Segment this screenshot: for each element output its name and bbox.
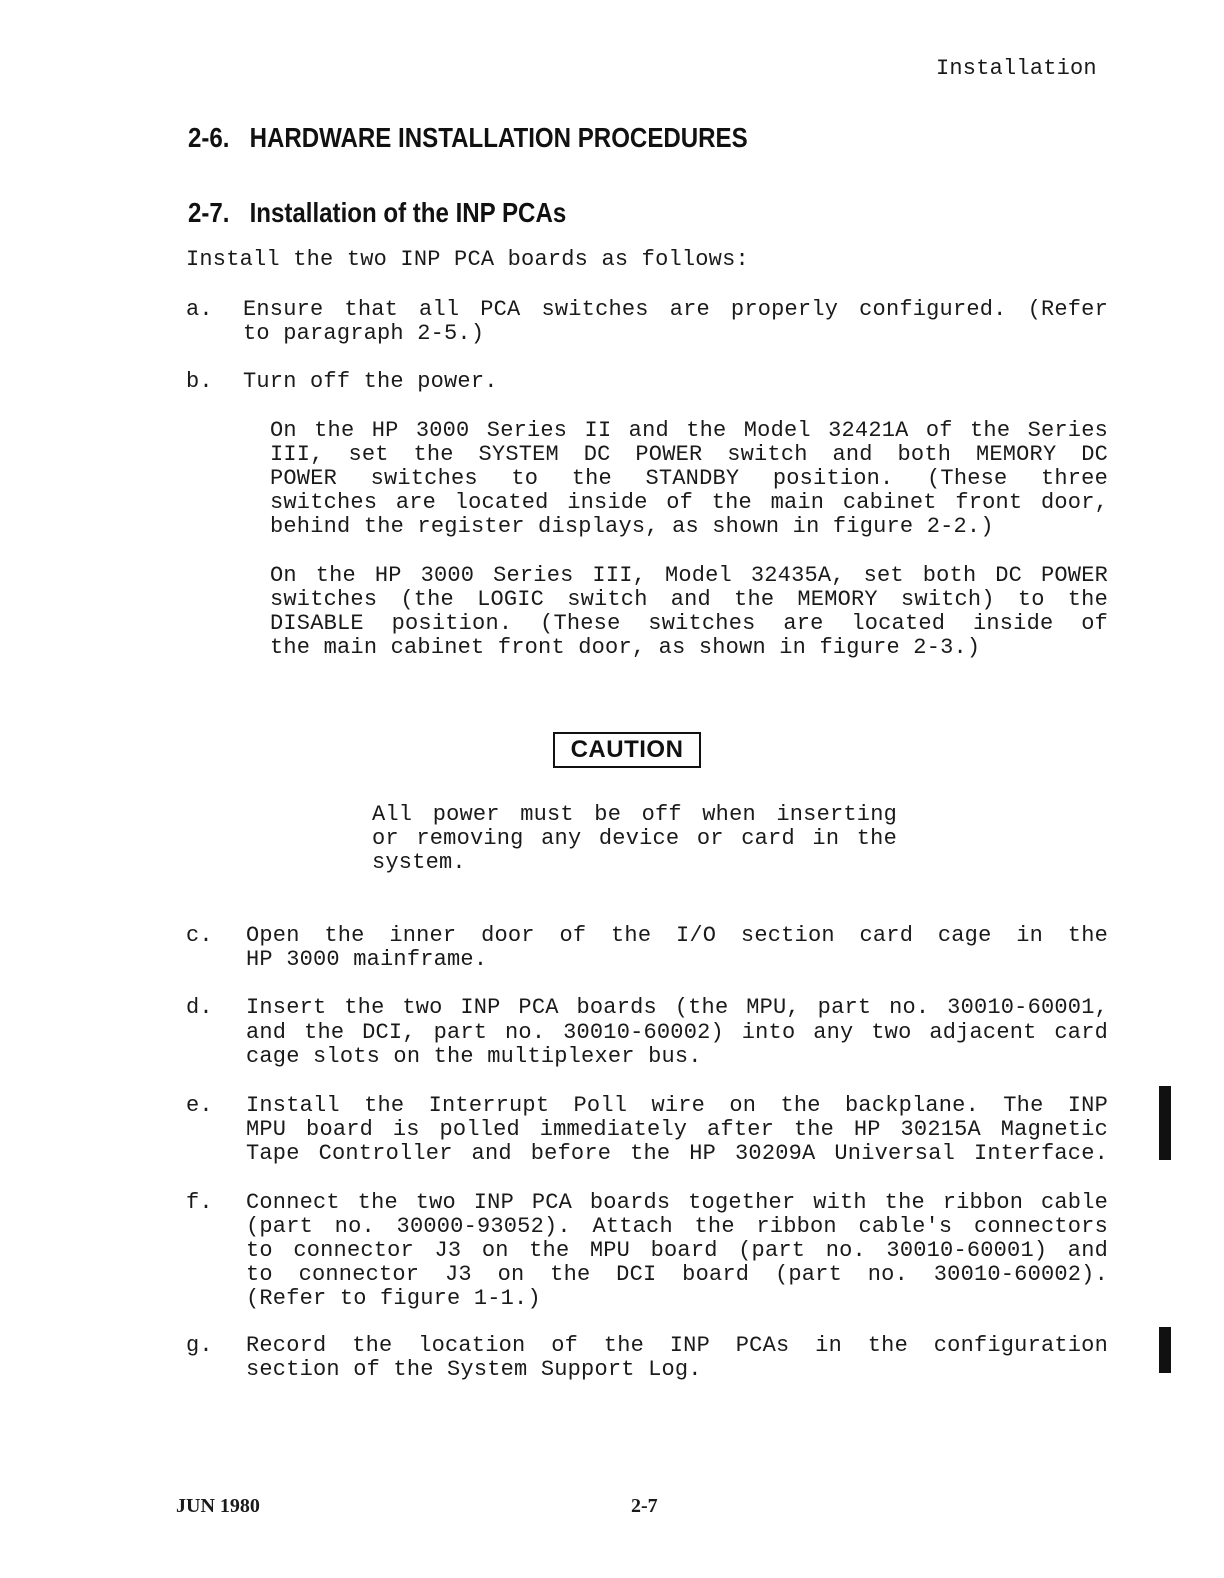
step-letter: b. xyxy=(186,369,213,394)
note-line: the main cabinet front door, as shown in figure 2-3.) xyxy=(270,635,981,660)
step-letter: f. xyxy=(186,1190,213,1215)
caution-label: CAUTION xyxy=(553,732,701,768)
step-line: to connector J3 on the DCI board (part no. 30010-60002). xyxy=(246,1262,1108,1287)
note-line: POWER switches to the STANDBY position. (These three xyxy=(270,466,1108,491)
page-number: 2-7 xyxy=(631,1495,658,1517)
step-line: to paragraph 2-5.) xyxy=(243,321,485,346)
change-bar xyxy=(1159,1327,1171,1373)
step-line: Turn off the power. xyxy=(243,369,498,394)
note-line: switches are located inside of the main cabinet front door, xyxy=(270,490,1108,515)
footer-date: JUN 1980 xyxy=(176,1495,260,1517)
power-note-series-ii xyxy=(270,419,1108,539)
step-line: section of the System Support Log. xyxy=(246,1357,702,1382)
step-line: (part no. 30000-93052). Attach the ribbon cable's connectors xyxy=(246,1214,1108,1239)
step-line: Install the Interrupt Poll wire on the backplane. The INP xyxy=(246,1093,1108,1118)
section-number: 2-7. xyxy=(188,197,230,228)
step-line: Record the location of the INP PCAs in the configuration xyxy=(246,1333,1108,1358)
step-line: Tape Controller and before the HP 30209A Universal Interface. xyxy=(246,1141,1108,1166)
step-line: cage slots on the multiplexer bus. xyxy=(246,1044,702,1069)
section-number: 2-6. xyxy=(188,122,230,153)
step-letter: d. xyxy=(186,995,213,1020)
note-line: III, set the SYSTEM DC POWER switch and both MEMORY DC xyxy=(270,442,1108,467)
section-heading-2-6 xyxy=(188,122,748,154)
note-line: On the HP 3000 Series III, Model 32435A, set both DC POWER xyxy=(270,563,1108,588)
step-letter: c. xyxy=(186,923,213,948)
step-line: MPU board is polled immediately after the HP 30215A Magnetic xyxy=(246,1117,1108,1142)
step-line: (Refer to figure 1-1.) xyxy=(246,1286,541,1311)
step-line: Connect the two INP PCA boards together with the ribbon cable xyxy=(246,1190,1108,1215)
step-line: and the DCI, part no. 30010-60002) into any two adjacent card xyxy=(246,1020,1108,1045)
step-line: HP 3000 mainframe. xyxy=(246,947,488,972)
step-letter: g. xyxy=(186,1333,213,1358)
change-bar xyxy=(1159,1086,1171,1160)
caution-line: system. xyxy=(372,850,466,875)
note-line: On the HP 3000 Series II and the Model 32421A of the Series xyxy=(270,418,1108,443)
caution-text xyxy=(372,803,897,875)
power-note-series-iii xyxy=(270,564,1108,660)
step-letter: a. xyxy=(186,297,213,322)
caution-line: All power must be off when inserting xyxy=(372,802,897,827)
section-title: HARDWARE INSTALLATION PROCEDURES xyxy=(249,122,748,153)
note-line: switches (the LOGIC switch and the MEMORY switch) to the xyxy=(270,587,1108,612)
step-letter: e. xyxy=(186,1093,213,1118)
note-line: DISABLE position. (These switches are located inside of xyxy=(270,611,1108,636)
step-line: to connector J3 on the MPU board (part no. 30010-60001) and xyxy=(246,1238,1108,1263)
note-line: behind the register displays, as shown in figure 2-2.) xyxy=(270,514,994,539)
step-line: Insert the two INP PCA boards (the MPU, part no. 30010-60001, xyxy=(246,995,1108,1020)
running-head: Installation xyxy=(936,56,1097,81)
section-title: Installation of the INP PCAs xyxy=(249,197,567,228)
caution-line: or removing any device or card in the xyxy=(372,826,897,851)
section-heading-2-7 xyxy=(188,197,566,229)
step-line: Ensure that all PCA switches are properly configured. (Refer xyxy=(243,297,1108,322)
intro-text: Install the two INP PCA boards as follows: xyxy=(186,247,749,272)
step-line: Open the inner door of the I/O section card cage in the xyxy=(246,923,1108,948)
